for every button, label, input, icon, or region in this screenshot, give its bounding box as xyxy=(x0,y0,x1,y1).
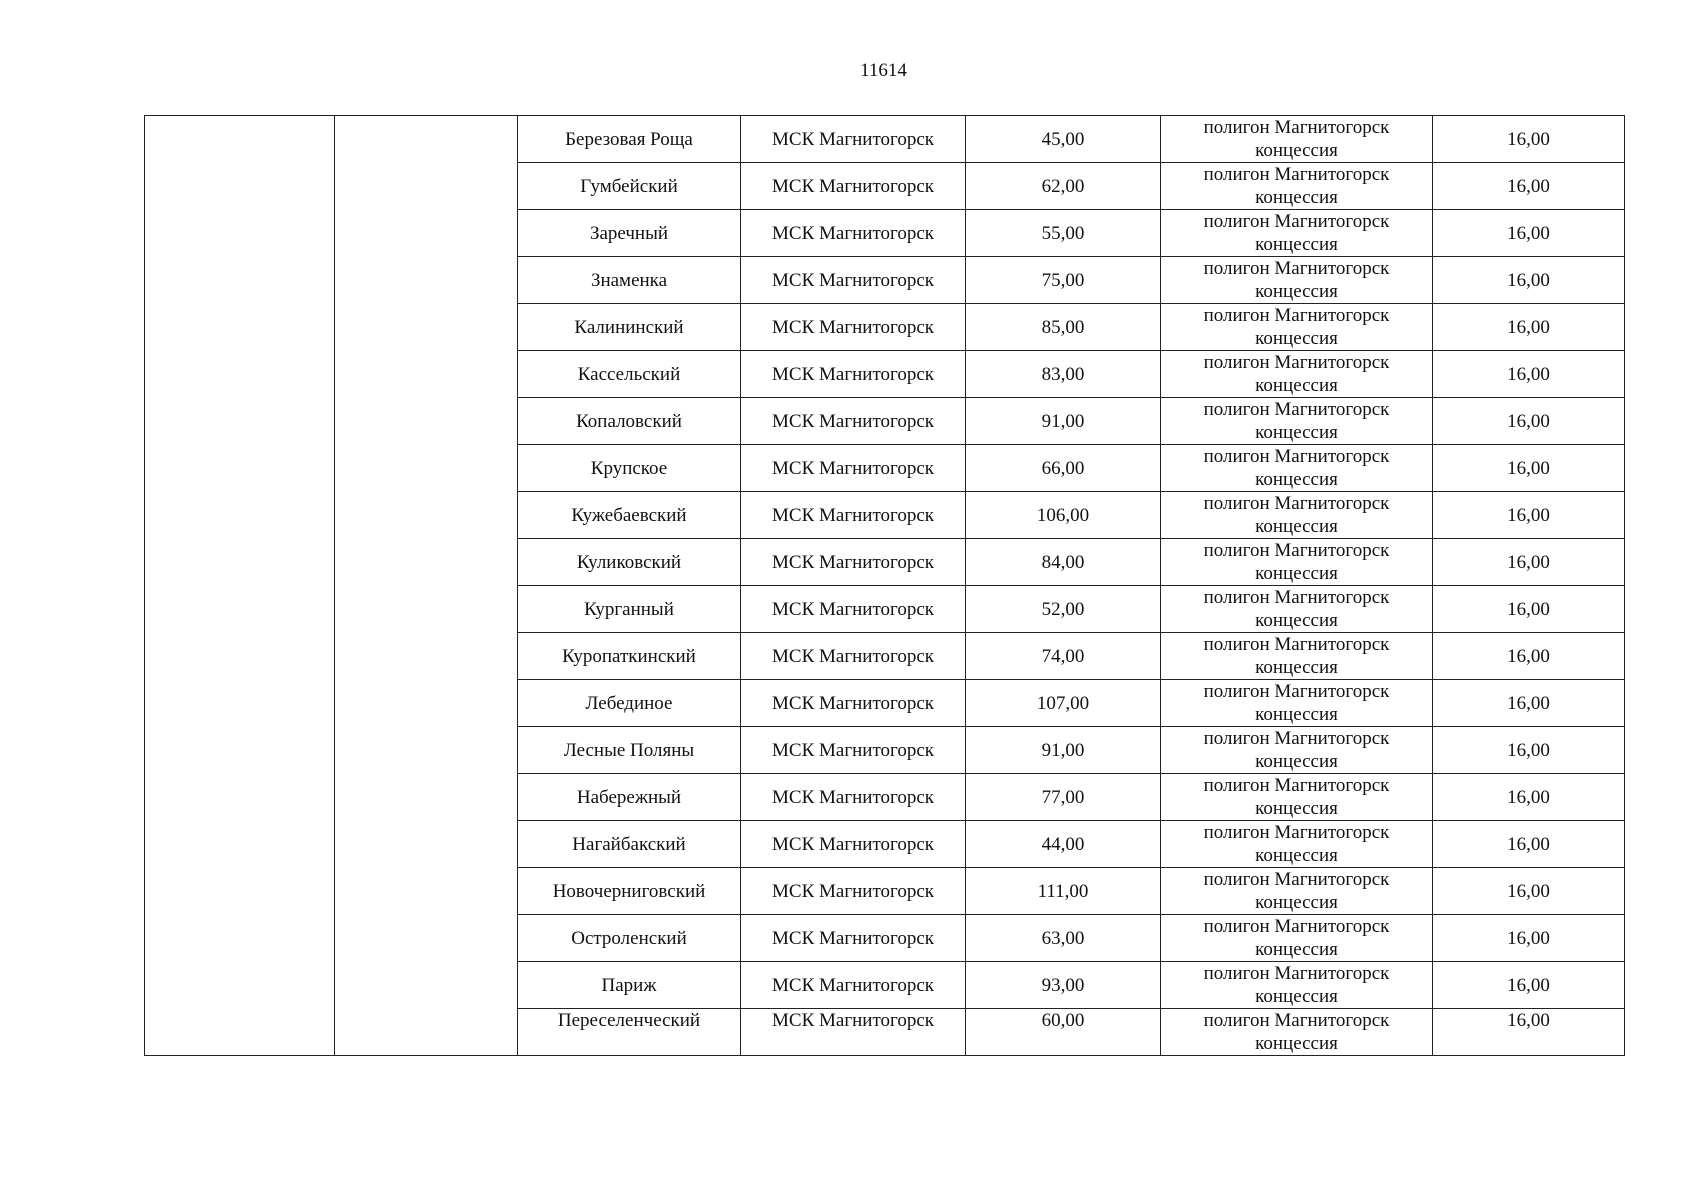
distance-cell: 63,00 xyxy=(966,915,1161,962)
tariff-cell: 16,00 xyxy=(1433,868,1625,915)
operator-cell: МСК Магнитогорск xyxy=(741,210,966,257)
tariff-cell: 16,00 xyxy=(1433,445,1625,492)
distance-cell: 45,00 xyxy=(966,116,1161,163)
tariff-cell: 16,00 xyxy=(1433,586,1625,633)
settlement-cell: Лебединое xyxy=(518,680,741,727)
tariff-cell: 16,00 xyxy=(1433,257,1625,304)
destination-cell xyxy=(1161,1009,1433,1056)
settlement-cell: Копаловский xyxy=(518,398,741,445)
operator-cell: МСК Магнитогорск xyxy=(741,633,966,680)
operator-cell: МСК Магнитогорск xyxy=(741,821,966,868)
destination-line-1: полигон Магнитогорск xyxy=(1203,681,1390,702)
destination-line-2: концессия xyxy=(1255,798,1338,819)
page-number: 11614 xyxy=(860,60,907,81)
operator-cell: МСК Магнитогорск xyxy=(741,539,966,586)
operator-cell: МСК Магнитогорск xyxy=(741,915,966,962)
operator-cell: МСК Магнитогорск xyxy=(741,727,966,774)
destination-cell xyxy=(1161,633,1433,680)
destination-cell xyxy=(1161,304,1433,351)
tariff-cell: 16,00 xyxy=(1433,116,1625,163)
settlement-cell: Нагайбакский xyxy=(518,821,741,868)
destination-line-1: полигон Магнитогорск xyxy=(1203,211,1390,232)
destination-line-2: концессия xyxy=(1255,657,1338,678)
tariff-cell: 16,00 xyxy=(1433,398,1625,445)
tariff-cell: 16,00 xyxy=(1433,351,1625,398)
distance-cell: 55,00 xyxy=(966,210,1161,257)
operator-cell: МСК Магнитогорск xyxy=(741,257,966,304)
settlement-cell: Калининский xyxy=(518,304,741,351)
settlement-cell: Париж xyxy=(518,962,741,1009)
destination-line-2: концессия xyxy=(1255,892,1338,913)
destination-line-2: концессия xyxy=(1255,281,1338,302)
distance-cell: 77,00 xyxy=(966,774,1161,821)
tariff-cell: 16,00 xyxy=(1433,680,1625,727)
settlement-cell: Курганный xyxy=(518,586,741,633)
destination-line-2: концессия xyxy=(1255,422,1338,443)
destination-line-1: полигон Магнитогорск xyxy=(1203,164,1390,185)
settlement-cell: Кассельский xyxy=(518,351,741,398)
settlement-cell: Набережный xyxy=(518,774,741,821)
settlement-cell: Крупское xyxy=(518,445,741,492)
distance-cell: 60,00 xyxy=(966,1009,1161,1056)
destination-cell xyxy=(1161,445,1433,492)
operator-cell: МСК Магнитогорск xyxy=(741,398,966,445)
operator-cell: МСК Магнитогорск xyxy=(741,445,966,492)
destination-line-1: полигон Магнитогорск xyxy=(1203,587,1390,608)
tariff-cell: 16,00 xyxy=(1433,492,1625,539)
destination-line-1: полигон Магнитогорск xyxy=(1203,446,1390,467)
destination-line-1: полигон Магнитогорск xyxy=(1203,775,1390,796)
destination-line-2: концессия xyxy=(1255,939,1338,960)
distance-cell: 85,00 xyxy=(966,304,1161,351)
settlement-cell: Куропаткинский xyxy=(518,633,741,680)
distance-cell: 62,00 xyxy=(966,163,1161,210)
operator-cell: МСК Магнитогорск xyxy=(741,351,966,398)
operator-cell: МСК Магнитогорск xyxy=(741,163,966,210)
blank-column-2 xyxy=(335,116,518,1056)
destination-cell xyxy=(1161,868,1433,915)
destination-cell xyxy=(1161,398,1433,445)
operator-cell: МСК Магнитогорск xyxy=(741,962,966,1009)
destination-cell xyxy=(1161,915,1433,962)
blank-column-1 xyxy=(145,116,335,1056)
settlement-cell: Остроленский xyxy=(518,915,741,962)
table-row xyxy=(145,116,1625,163)
destination-cell xyxy=(1161,257,1433,304)
destination-line-1: полигон Магнитогорск xyxy=(1203,963,1390,984)
operator-cell: МСК Магнитогорск xyxy=(741,680,966,727)
distance-cell: 74,00 xyxy=(966,633,1161,680)
destination-line-2: концессия xyxy=(1255,187,1338,208)
destination-line-2: концессия xyxy=(1255,1033,1338,1054)
destination-line-2: концессия xyxy=(1255,140,1338,161)
distance-cell: 107,00 xyxy=(966,680,1161,727)
operator-cell: МСК Магнитогорск xyxy=(741,492,966,539)
destination-cell xyxy=(1161,727,1433,774)
destination-line-2: концессия xyxy=(1255,469,1338,490)
destination-cell xyxy=(1161,962,1433,1009)
settlement-cell: Куликовский xyxy=(518,539,741,586)
distance-cell: 106,00 xyxy=(966,492,1161,539)
distance-cell: 66,00 xyxy=(966,445,1161,492)
settlement-cell: Лесные Поляны xyxy=(518,727,741,774)
destination-cell xyxy=(1161,163,1433,210)
destination-line-1: полигон Магнитогорск xyxy=(1203,728,1390,749)
destination-line-2: концессия xyxy=(1255,751,1338,772)
destination-line-1: полигон Магнитогорск xyxy=(1203,258,1390,279)
destination-line-2: концессия xyxy=(1255,845,1338,866)
destination-line-1: полигон Магнитогорск xyxy=(1203,869,1390,890)
tariff-cell: 16,00 xyxy=(1433,774,1625,821)
destination-line-1: полигон Магнитогорск xyxy=(1203,352,1390,373)
destination-cell xyxy=(1161,116,1433,163)
distance-cell: 91,00 xyxy=(966,727,1161,774)
destination-line-2: концессия xyxy=(1255,516,1338,537)
destination-line-2: концессия xyxy=(1255,610,1338,631)
operator-cell: МСК Магнитогорск xyxy=(741,304,966,351)
destination-line-1: полигон Магнитогорск xyxy=(1203,305,1390,326)
destination-line-1: полигон Магнитогорск xyxy=(1203,916,1390,937)
table-body xyxy=(145,116,1625,1056)
distance-cell: 44,00 xyxy=(966,821,1161,868)
destination-line-1: полигон Магнитогорск xyxy=(1203,493,1390,514)
destination-line-2: концессия xyxy=(1255,375,1338,396)
tariff-cell: 16,00 xyxy=(1433,163,1625,210)
destination-line-1: полигон Магнитогорск xyxy=(1203,117,1390,138)
distance-cell: 75,00 xyxy=(966,257,1161,304)
tariff-cell: 16,00 xyxy=(1433,821,1625,868)
destination-cell xyxy=(1161,210,1433,257)
destination-cell xyxy=(1161,586,1433,633)
operator-cell: МСК Магнитогорск xyxy=(741,116,966,163)
settlement-cell: Гумбейский xyxy=(518,163,741,210)
operator-cell: МСК Магнитогорск xyxy=(741,1009,966,1056)
destination-line-1: полигон Магнитогорск xyxy=(1203,634,1390,655)
destination-cell xyxy=(1161,492,1433,539)
destination-cell xyxy=(1161,351,1433,398)
distance-cell: 111,00 xyxy=(966,868,1161,915)
destination-line-1: полигон Магнитогорск xyxy=(1203,822,1390,843)
destination-line-2: концессия xyxy=(1255,328,1338,349)
operator-cell: МСК Магнитогорск xyxy=(741,774,966,821)
destination-line-1: полигон Магнитогорск xyxy=(1203,1010,1390,1031)
tariff-cell: 16,00 xyxy=(1433,727,1625,774)
destination-cell xyxy=(1161,821,1433,868)
destination-line-2: концессия xyxy=(1255,704,1338,725)
distance-cell: 83,00 xyxy=(966,351,1161,398)
operator-cell: МСК Магнитогорск xyxy=(741,586,966,633)
settlement-cell: Березовая Роща xyxy=(518,116,741,163)
settlement-cell: Кужебаевский xyxy=(518,492,741,539)
destination-cell xyxy=(1161,539,1433,586)
settlement-cell: Новочерниговский xyxy=(518,868,741,915)
tariff-cell: 16,00 xyxy=(1433,1009,1625,1056)
tariff-cell: 16,00 xyxy=(1433,915,1625,962)
destination-line-1: полигон Магнитогорск xyxy=(1203,399,1390,420)
distance-cell: 84,00 xyxy=(966,539,1161,586)
destination-line-2: концессия xyxy=(1255,986,1338,1007)
distance-cell: 93,00 xyxy=(966,962,1161,1009)
destination-line-2: концессия xyxy=(1255,234,1338,255)
tariff-cell: 16,00 xyxy=(1433,304,1625,351)
destination-line-1: полигон Магнитогорск xyxy=(1203,540,1390,561)
settlement-cell: Заречный xyxy=(518,210,741,257)
tariff-cell: 16,00 xyxy=(1433,539,1625,586)
settlement-cell: Знаменка xyxy=(518,257,741,304)
routes-table xyxy=(144,115,1625,1056)
operator-cell: МСК Магнитогорск xyxy=(741,868,966,915)
tariff-cell: 16,00 xyxy=(1433,633,1625,680)
tariff-cell: 16,00 xyxy=(1433,210,1625,257)
destination-cell xyxy=(1161,680,1433,727)
destination-cell xyxy=(1161,774,1433,821)
destination-line-2: концессия xyxy=(1255,563,1338,584)
tariff-cell: 16,00 xyxy=(1433,962,1625,1009)
distance-cell: 91,00 xyxy=(966,398,1161,445)
settlement-cell: Переселенческий xyxy=(518,1009,741,1056)
distance-cell: 52,00 xyxy=(966,586,1161,633)
